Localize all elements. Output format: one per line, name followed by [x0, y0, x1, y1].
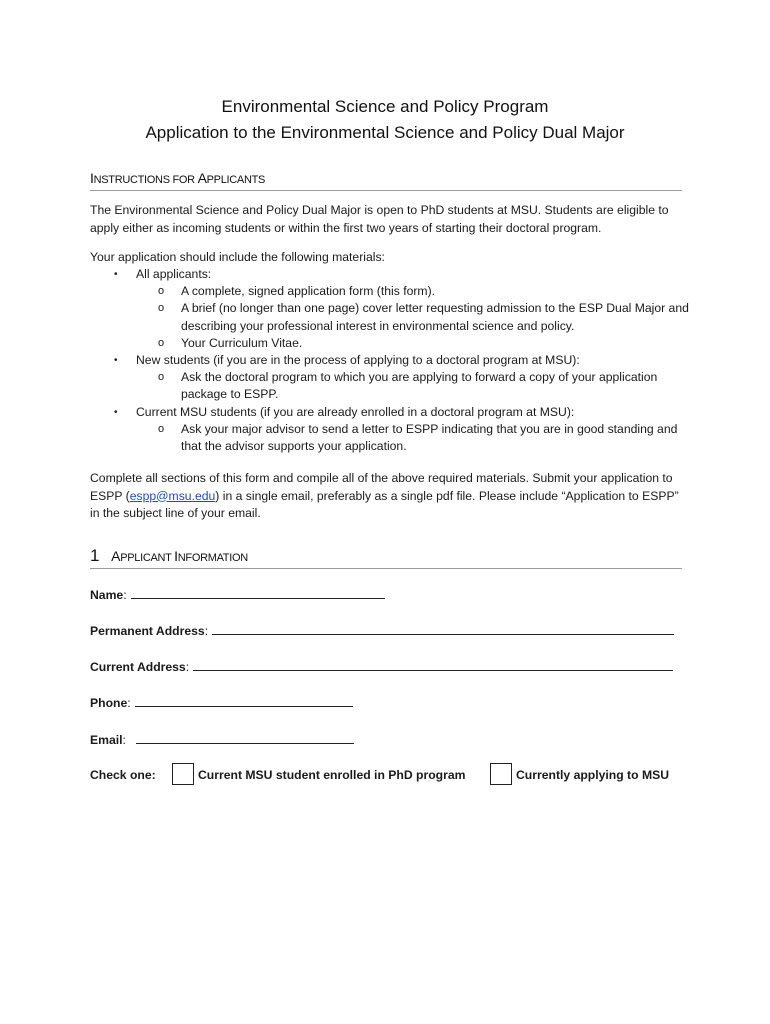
list-item-text: Current MSU students (if you are already enrolled in a doctoral program at MSU): [136, 404, 575, 419]
heading-letter: A [111, 548, 121, 564]
title-line-1: Environmental Science and Policy Program [221, 97, 549, 116]
colon: : [185, 660, 190, 674]
sub-bullet-icon: o [158, 336, 165, 349]
intro-paragraph: The Environmental Science and Policy Dual Major is open to PhD students at MSU. Students are eligible to apply either as incoming students or within the first two years of starting their doctoral program. [90, 203, 669, 235]
section-number: 1 [90, 546, 100, 565]
current-msu-student-checkbox[interactable] [172, 763, 194, 785]
submission-text: Complete all sections of this form and compile all of the above required materials. Submit your application to ESPP ( [90, 471, 673, 503]
current-msu-student-label: Current MSU student enrolled in PhD program [198, 768, 466, 782]
list-item [90, 335, 690, 352]
list-item-text: Ask the doctoral program to which you are applying to forward a copy of your application package to ESPP. [181, 370, 658, 402]
heading-text: NSTRUCTIONS FOR [93, 174, 198, 186]
name-field[interactable] [131, 586, 385, 599]
colon: : [204, 624, 209, 638]
list-item-text: New students (if you are in the process of applying to a doctoral program at MSU): [136, 353, 580, 368]
list-item [90, 421, 690, 455]
list-item-text: Ask your major advisor to send a letter to ESPP indicating that you are in good standing and that the advisor supports your application. [181, 421, 678, 454]
instructions-heading [90, 170, 682, 191]
list-item [90, 283, 690, 300]
sub-bullet-icon: o [158, 302, 165, 315]
submission-paragraph [90, 470, 680, 523]
phone-field[interactable] [135, 694, 353, 707]
heading-text: PPLICANT [120, 552, 175, 564]
materials-list [90, 266, 690, 455]
email-label: Email [90, 733, 123, 747]
bullet-icon: • [114, 406, 118, 418]
list-item-text: Your Curriculum Vitae. [181, 335, 303, 350]
phone-label: Phone [90, 696, 128, 710]
current-address-row [90, 658, 673, 675]
list-item-text: All applicants: [136, 267, 212, 281]
materials-intro: Your application should include the following materials: [90, 250, 385, 264]
list-item [90, 300, 690, 334]
sub-bullet-icon: o [158, 371, 165, 384]
sub-bullet-icon: o [158, 285, 165, 298]
bullet-icon: • [114, 269, 118, 280]
current-address-field[interactable] [193, 658, 673, 671]
permanent-address-label: Permanent Address [90, 624, 205, 638]
permanent-address-row [90, 622, 674, 639]
heading-letter: I [90, 170, 94, 186]
applicant-info-heading [90, 546, 682, 569]
currently-applying-label: Currently applying to MSU [516, 768, 670, 782]
colon: : [127, 696, 131, 710]
heading-letter: I [174, 548, 178, 564]
email-row [90, 731, 354, 748]
colon: : [122, 733, 126, 747]
sub-bullet-icon: o [158, 422, 165, 435]
title-line-2: Application to the Environmental Science and Policy Dual Major [145, 123, 625, 142]
currently-applying-checkbox[interactable] [490, 763, 512, 785]
submission-text: ) in a single email, preferably as a single pdf file. Please include “Application to ESPP” in the subject line of your email. [90, 488, 679, 520]
check-one-row [90, 763, 690, 789]
list-item [90, 369, 690, 403]
phone-row [90, 694, 353, 711]
list-item-text: A brief (no longer than one page) cover letter requesting admission to the ESP Dual Major and describing your professional interest in environmental science and policy. [181, 301, 689, 333]
check-one-label: Check one: [90, 768, 156, 782]
bullet-icon: • [114, 355, 118, 367]
list-item [90, 404, 690, 421]
heading-letter: A [197, 170, 207, 186]
name-label: Name [90, 588, 124, 602]
list-item [90, 352, 690, 369]
heading-text: PPLICANTS [206, 174, 266, 186]
document-title [0, 94, 770, 146]
email-field[interactable] [136, 731, 354, 744]
permanent-address-field[interactable] [212, 622, 674, 635]
name-field-row [90, 586, 385, 603]
espp-email-link[interactable]: espp@msu.edu [129, 488, 216, 503]
list-item-text: A complete, signed application form (this form). [181, 284, 436, 299]
heading-text: NFORMATION [177, 552, 248, 564]
list-item [90, 266, 690, 283]
current-address-label: Current Address [90, 660, 186, 674]
colon: : [123, 588, 127, 602]
